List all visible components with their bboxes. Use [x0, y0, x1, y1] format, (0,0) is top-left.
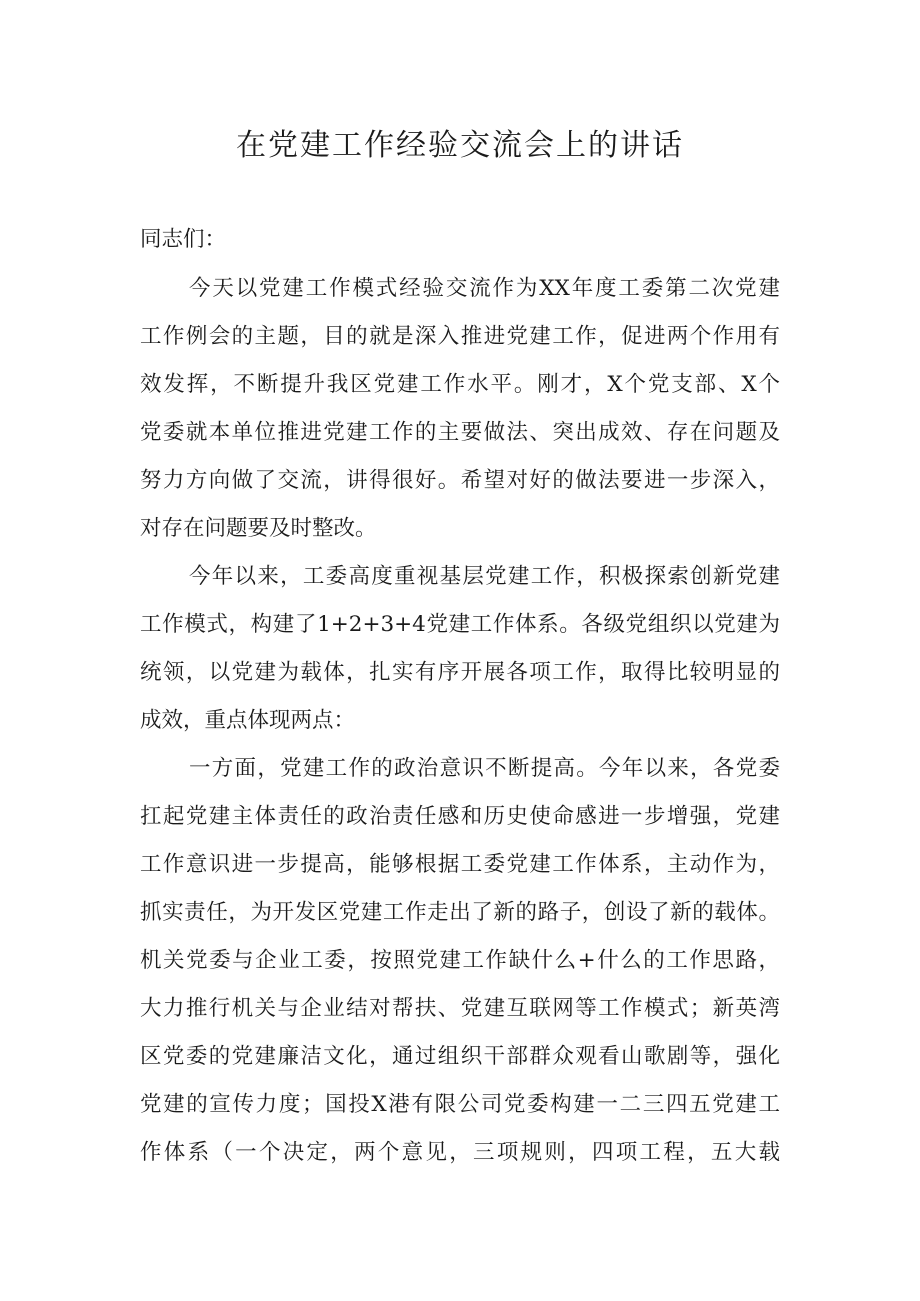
- paragraph-line: 一方面，党建工作的政治意识不断提高。今年以来，各党委: [189, 756, 780, 781]
- paragraph-line: 大力推行机关与企业结对帮扶、党建互联网等工作模式；新英湾: [140, 996, 780, 1021]
- paragraph-line: 今天以党建工作模式经验交流作为XX年度工委第二次党建: [189, 276, 780, 301]
- paragraph-line: 抓实责任，为开发区党建工作走出了新的路子，创设了新的载体。: [140, 900, 780, 925]
- paragraph-line: 党建的宣传力度；国投X港有限公司党委构建一二三四五党建工: [140, 1092, 780, 1117]
- paragraph-line: 作体系（一个决定，两个意见，三项规则，四项工程，五大载: [140, 1140, 780, 1165]
- paragraph-line: 工作模式，构建了1+2+3+4党建工作体系。各级党组织以党建为: [140, 612, 780, 637]
- salutation: 同志们：: [140, 227, 227, 252]
- paragraph-line: 工作例会的主题，目的就是深入推进党建工作，促进两个作用有: [140, 324, 780, 349]
- paragraph-line: 成效，重点体现两点：: [140, 708, 356, 733]
- paragraph-line: 扛起党建主体责任的政治责任感和历史使命感进一步增强，党建: [140, 804, 780, 829]
- document-title: 在党建工作经验交流会上的讲话: [236, 128, 684, 163]
- paragraph-line: 工作意识进一步提高，能够根据工委党建工作体系，主动作为，: [140, 852, 780, 877]
- paragraph-line: 对存在问题要及时整改。: [140, 516, 377, 541]
- paragraph-line: 党委就本单位推进党建工作的主要做法、突出成效、存在问题及: [140, 420, 780, 445]
- paragraph-line: 效发挥，不断提升我区党建工作水平。刚才，X个党支部、X个: [140, 372, 780, 397]
- paragraph-line: 区党委的党建廉洁文化，通过组织干部群众观看山歌剧等，强化: [140, 1044, 780, 1069]
- paragraph-line: 今年以来，工委高度重视基层党建工作，积极探索创新党建: [189, 564, 780, 589]
- paragraph-line: 努力方向做了交流，讲得很好。希望对好的做法要进一步深入，: [140, 468, 780, 493]
- paragraph-line: 机关党委与企业工委，按照党建工作缺什么+什么的工作思路，: [140, 948, 780, 973]
- paragraph-line: 统领，以党建为载体，扎实有序开展各项工作，取得比较明显的: [140, 660, 780, 685]
